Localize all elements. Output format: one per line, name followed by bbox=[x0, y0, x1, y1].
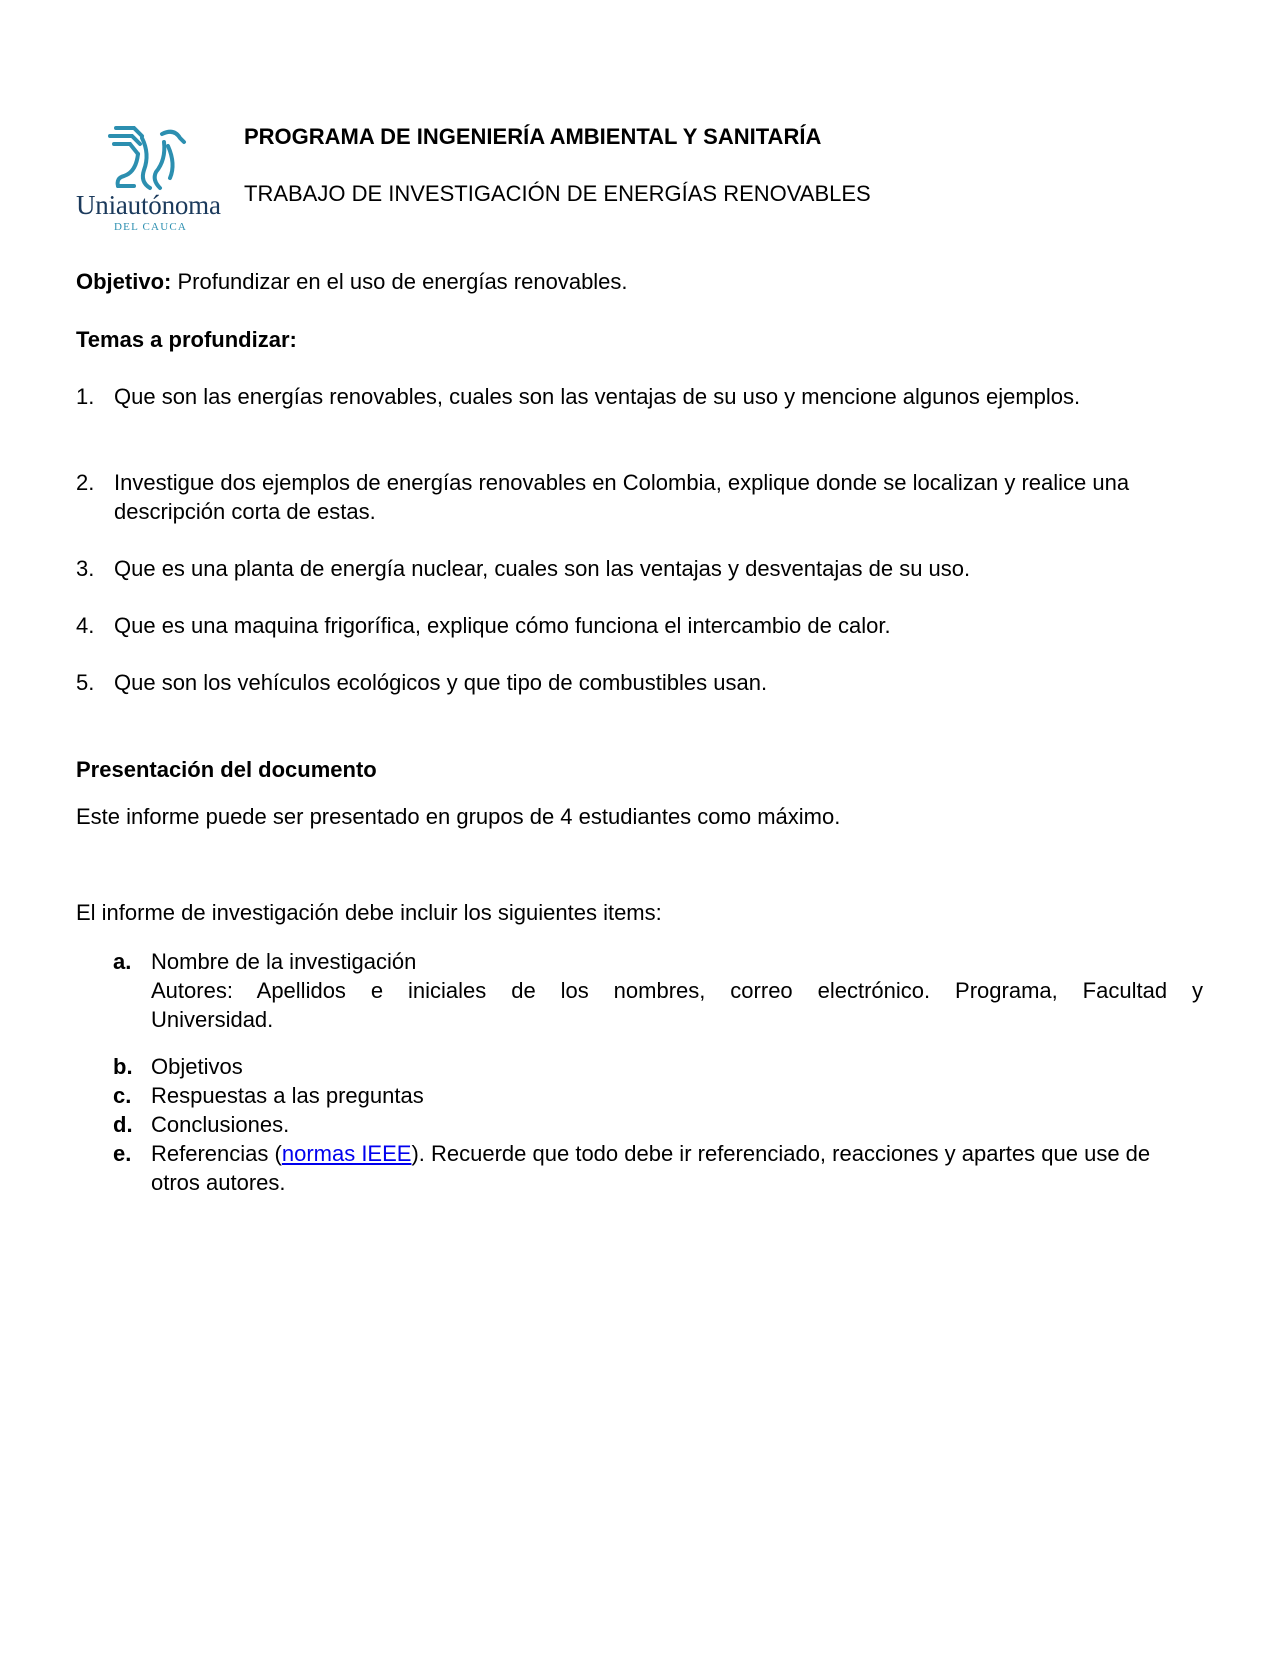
topic-item bbox=[76, 468, 1206, 526]
topics-heading: Temas a profundizar: bbox=[76, 327, 297, 352]
objective-label: Objetivo: bbox=[76, 269, 172, 294]
requirement-item-e bbox=[113, 1139, 1203, 1197]
requirement-item-c bbox=[113, 1081, 1203, 1110]
requirement-text: Respuestas a las preguntas bbox=[151, 1083, 424, 1108]
requirement-item-b bbox=[113, 1052, 1203, 1081]
work-title: TRABAJO DE INVESTIGACIÓN DE ENERGÍAS RENOVABLES bbox=[244, 181, 871, 206]
requirement-authors-line: Autores: Apellidos e iniciales de los nombres, correo electrónico. Programa, Facultad y bbox=[151, 978, 1203, 1003]
requirement-item-d bbox=[113, 1110, 1203, 1139]
requirement-letter: a. bbox=[113, 949, 132, 974]
topic-number: 1. bbox=[76, 384, 95, 409]
topic-item bbox=[76, 382, 1206, 411]
program-title: PROGRAMA DE INGENIERÍA AMBIENTAL Y SANITARÍA bbox=[244, 124, 822, 149]
topic-number: 4. bbox=[76, 613, 95, 638]
objective-text: Profundizar en el uso de energías renovables. bbox=[177, 269, 628, 294]
requirements-intro: El informe de investigación debe incluir los siguientes items: bbox=[76, 900, 662, 925]
requirement-authors-line-end: Universidad. bbox=[151, 1007, 274, 1032]
requirements-list bbox=[113, 947, 1203, 1197]
university-logo bbox=[76, 124, 232, 236]
topic-text: Que es una maquina frigorífica, explique cómo funciona el intercambio de calor. bbox=[114, 613, 891, 638]
requirement-item-a bbox=[113, 947, 1203, 1034]
topic-number: 5. bbox=[76, 670, 95, 695]
presentation-text: Este informe puede ser presentado en grupos de 4 estudiantes como máximo. bbox=[76, 804, 841, 829]
topic-item bbox=[76, 554, 1206, 583]
requirement-text: Conclusiones. bbox=[151, 1112, 290, 1137]
requirement-text: Objetivos bbox=[151, 1054, 243, 1079]
logo-wordmark: Uniautónoma bbox=[76, 190, 221, 220]
objective-paragraph bbox=[76, 267, 628, 296]
references-note: ). Recuerde que todo debe ir referenciado, reacciones y apartes que use de otros autores. bbox=[151, 1141, 1151, 1195]
requirement-letter: e. bbox=[113, 1141, 132, 1166]
topic-text: Que es una planta de energía nuclear, cuales son las ventajas y desventajas de su uso. bbox=[114, 556, 971, 581]
topic-item bbox=[76, 611, 1206, 640]
requirement-text: Nombre de la investigación bbox=[151, 949, 417, 974]
topic-text: Que son los vehículos ecológicos y que tipo de combustibles usan. bbox=[114, 670, 768, 695]
requirement-letter: d. bbox=[113, 1112, 133, 1137]
topic-text: Investigue dos ejemplos de energías renovables en Colombia, explique donde se localizan y realice una descripción corta de estas. bbox=[114, 470, 1130, 524]
presentation-heading: Presentación del documento bbox=[76, 757, 377, 782]
topic-number: 2. bbox=[76, 470, 95, 495]
topic-text: Que son las energías renovables, cuales son las ventajas de su uso y mencione algunos ejemplos. bbox=[114, 384, 1081, 409]
logo-subtitle: DEL CAUCA bbox=[114, 221, 188, 233]
requirement-letter: b. bbox=[113, 1054, 133, 1079]
requirement-letter: c. bbox=[113, 1083, 132, 1108]
topic-number: 3. bbox=[76, 556, 95, 581]
ieee-norms-link[interactable]: normas IEEE bbox=[281, 1141, 412, 1166]
topic-item bbox=[76, 668, 1206, 697]
requirement-text bbox=[151, 1139, 1203, 1197]
references-text: Referencias ( bbox=[151, 1141, 282, 1166]
griffin-icon bbox=[76, 124, 232, 194]
